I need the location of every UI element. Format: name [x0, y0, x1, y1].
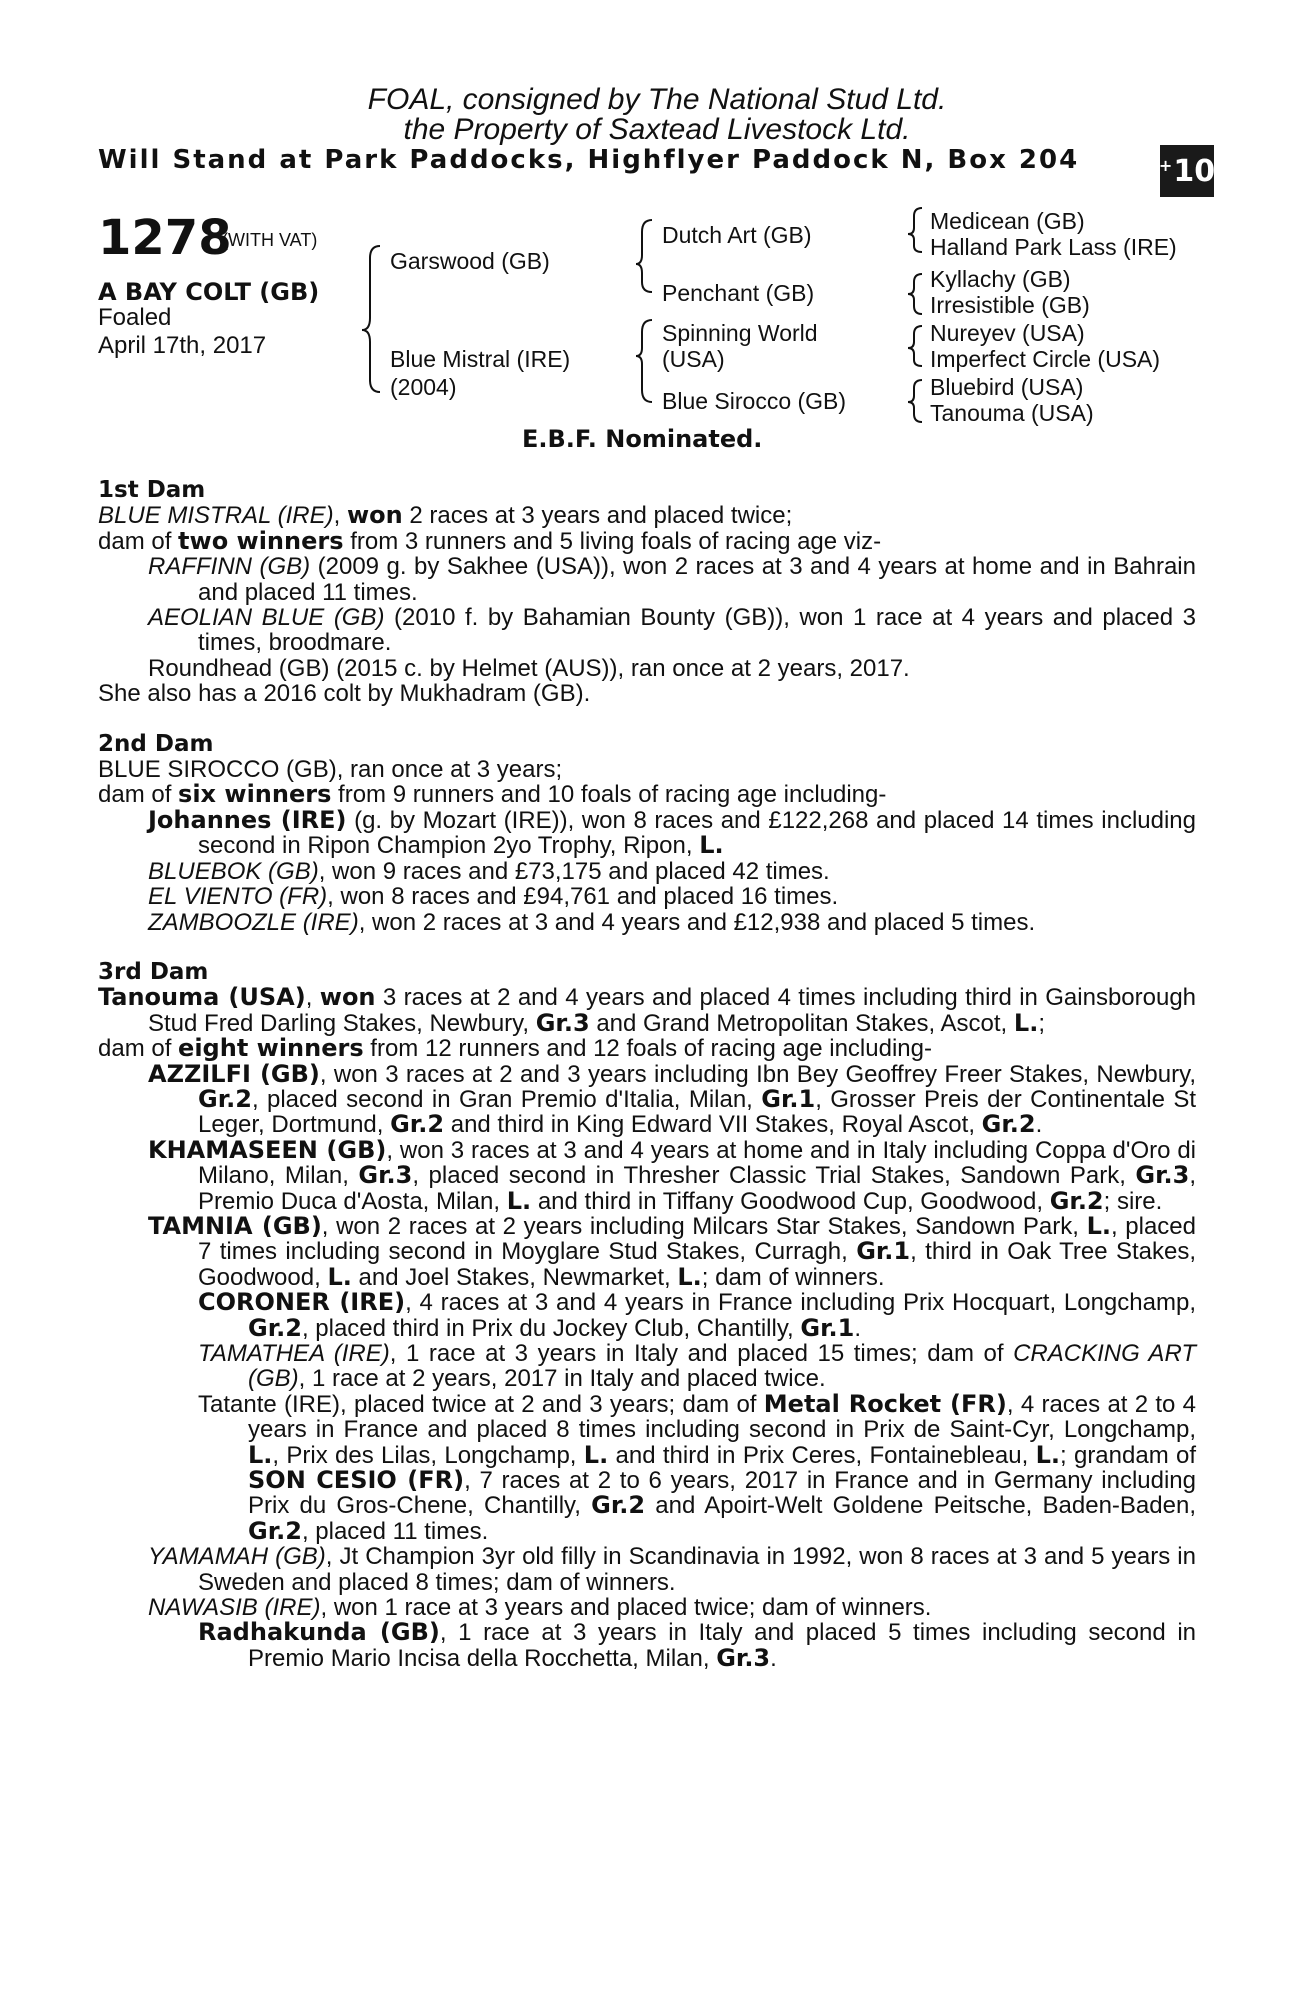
dam-line-1: Blue Mistral (IRE): [390, 346, 571, 372]
dam-sire-line-1: Spinning World: [662, 320, 818, 346]
first-dam-line: BLUE MISTRAL (IRE), won 2 races at 3 years and placed twice;: [98, 501, 793, 530]
bracket-gen3-2: [908, 274, 922, 314]
first-dam-progeny-1: RAFFINN (GB) (2009 g. by Sakhee (USA)), won 2 races at 3 and 4 years at home and in Bahrain and placed 11 times.: [148, 553, 1196, 606]
bracket-gen3-3: [908, 326, 922, 366]
bracket-gen3-1: [908, 208, 922, 252]
third-dam-produce: dam of eight winners from 12 runners and 12 foals of racing age including-: [98, 1034, 932, 1063]
sire-dam: Penchant (GB): [662, 280, 815, 306]
badge-icon: + 10: [1160, 145, 1214, 197]
gen3-1: Medicean (GB): [930, 208, 1085, 234]
second-dam-produce: dam of six winners from 9 runners and 10 foals of racing age including-: [98, 780, 887, 809]
property-line: the Property of Saxtead Livestock Ltd.: [403, 113, 911, 146]
lot-number: 1278: [98, 210, 232, 266]
vat-note: (WITH VAT): [222, 230, 318, 250]
stand-location: Will Stand at Park Paddocks, Highflyer Paddock N, Box 204: [98, 145, 1080, 175]
dam-line-2: (2004): [390, 374, 457, 400]
catalogue-body: [98, 478, 1196, 1671]
gen3-4: Irresistible (GB): [930, 292, 1090, 318]
nawasib-entry: NAWASIB (IRE), won 1 race at 3 years and placed twice; dam of winners.: [148, 1594, 932, 1622]
third-dam-heading: 3rd Dam: [98, 958, 209, 985]
bracket-gen1: [362, 246, 380, 392]
tatante-entry: Tatante (IRE), placed twice at 2 and 3 years; dam of Metal Rocket (FR), 4 races at 2 to 4 years in France and placed 8 times including second in Prix de Saint-Cyr, Longchamp, L., Prix des Lilas, Longchamp, L. and third in Prix Ceres, Fontainebleau, L.; grandam of SON CESIO (FR), 7 races at 2 to 6 years, 2017 in France and in Germany including Prix du Gros-Chene, Chantilly, Gr.2 and Apoirt-Welt Goldene Peitsche, Baden-Baden, Gr.2, placed 11 times.: [198, 1389, 1197, 1545]
gen3-5: Nureyev (USA): [930, 320, 1085, 346]
khamaseen-entry: KHAMASEEN (GB), won 3 races at 3 and 4 years at home and in Italy including Coppa d'Oro di Milano, Milan, Gr.3, placed second in Thresher Classic Trial Stakes, Sandown Park, Gr.3, Premio Duca d'Aosta, Milan, L. and third in Tiffany Goodwood Cup, Goodwood, Gr.2; sire.: [148, 1135, 1196, 1215]
first-dam-progeny-3: Roundhead (GB) (2015 c. by Helmet (AUS)), ran once at 2 years, 2017.: [148, 654, 910, 682]
second-dam-progeny-4: ZAMBOOZLE (IRE), won 2 races at 3 and 4 years and £12,938 and placed 5 times.: [148, 908, 1036, 936]
foaled-date: April 17th, 2017: [98, 332, 267, 359]
radhakunda-entry: Radhakunda (GB), 1 race at 3 years in Italy and placed 5 times including second in Premio Mario Incisa della Rocchetta, Milan, Gr.3.: [198, 1618, 1197, 1672]
lot-title: A BAY COLT (GB): [98, 278, 320, 306]
bracket-gen2-top: [636, 220, 652, 292]
second-dam-progeny-2: BLUEBOK (GB), won 9 races and £73,175 and placed 42 times.: [148, 857, 830, 885]
third-dam-line: Tanouma (USA), won 3 races at 2 and 4 years and placed 4 times including third in Gainsborough Stud Fred Darling Stakes, Newbury, Gr.3 and Grand Metropolitan Stakes, Ascot, L.;: [98, 983, 1197, 1037]
gen3-6: Imperfect Circle (USA): [930, 346, 1161, 372]
second-dam-line: BLUE SIROCCO (GB), ran once at 3 years;: [98, 756, 563, 784]
bracket-gen3-4: [908, 380, 922, 422]
pedigree-brackets: [0, 0, 1314, 460]
first-dam-progeny-2: AEOLIAN BLUE (GB) (2010 f. by Bahamian Bounty (GB)), won 1 race at 4 years and placed 3 times, broodmare.: [148, 604, 1196, 657]
gen3-3: Kyllachy (GB): [930, 266, 1071, 292]
first-dam-heading: 1st Dam: [98, 477, 206, 503]
tamnia-entry: TAMNIA (GB), won 2 races at 2 years including Milcars Star Stakes, Sandown Park, L., placed 7 times including second in Moyglare Stud Stakes, Curragh, Gr.1, third in Oak Tree Stakes, Goodwood, L. and Joel Stakes, Newmarket, L.; dam of winners.: [148, 1211, 1197, 1291]
gen3-2: Halland Park Lass (IRE): [930, 234, 1177, 260]
first-dam-also: She also has a 2016 colt by Mukhadram (GB).: [98, 680, 591, 708]
second-dam-progeny-3: EL VIENTO (FR), won 8 races and £94,761 and placed 16 times.: [148, 883, 839, 911]
sire-sire: Dutch Art (GB): [662, 222, 812, 248]
first-dam-produce: dam of two winners from 3 runners and 5 living foals of racing age viz-: [98, 526, 882, 555]
dam-sire-line-2: (USA): [662, 346, 725, 372]
dam-dam: Blue Sirocco (GB): [662, 388, 847, 414]
bracket-gen2-bottom: [636, 320, 652, 402]
gen3-7: Bluebird (USA): [930, 374, 1084, 400]
consignor-line: FOAL, consigned by The National Stud Ltd.: [367, 83, 947, 116]
tamathea-entry: TAMATHEA (IRE), 1 race at 3 years in Italy and placed 15 times; dam of CRACKING ART (GB), 1 race at 2 years, 2017 in Italy and placed twice.: [198, 1340, 1196, 1393]
sire: Garswood (GB): [390, 248, 550, 274]
second-dam-heading: 2nd Dam: [98, 730, 214, 757]
yamamah-entry: YAMAMAH (GB), Jt Champion 3yr old filly in Scandinavia in 1992, won 8 races at 3 and 5 years in Sweden and placed 8 times; dam of winners.: [148, 1543, 1196, 1596]
gen3-8: Tanouma (USA): [930, 400, 1094, 426]
foaled-label: Foaled: [98, 304, 172, 331]
ebf-nominated: E.B.F. Nominated.: [522, 425, 763, 453]
coroner-entry: CORONER (IRE), 4 races at 3 and 4 years in France including Prix Hocquart, Longchamp, Gr.2, placed third in Prix du Jockey Club, Chantilly, Gr.1.: [198, 1288, 1196, 1342]
second-dam-progeny-1: Johannes (IRE) (g. by Mozart (IRE)), won 8 races and £122,268 and placed 14 times including second in Ripon Champion 2yo Trophy, Ripon, L.: [148, 805, 1197, 860]
azzilfi-entry: AZZILFI (GB), won 3 races at 2 and 3 years including Ibn Bey Geoffrey Freer Stakes, Newbury, Gr.2, placed second in Gran Premio d'Italia, Milan, Gr.1, Grosser Preis der Continentale St Leger, Dortmund, Gr.2 and third in King Edward VII Stakes, Royal Ascot, Gr.2.: [148, 1059, 1197, 1139]
